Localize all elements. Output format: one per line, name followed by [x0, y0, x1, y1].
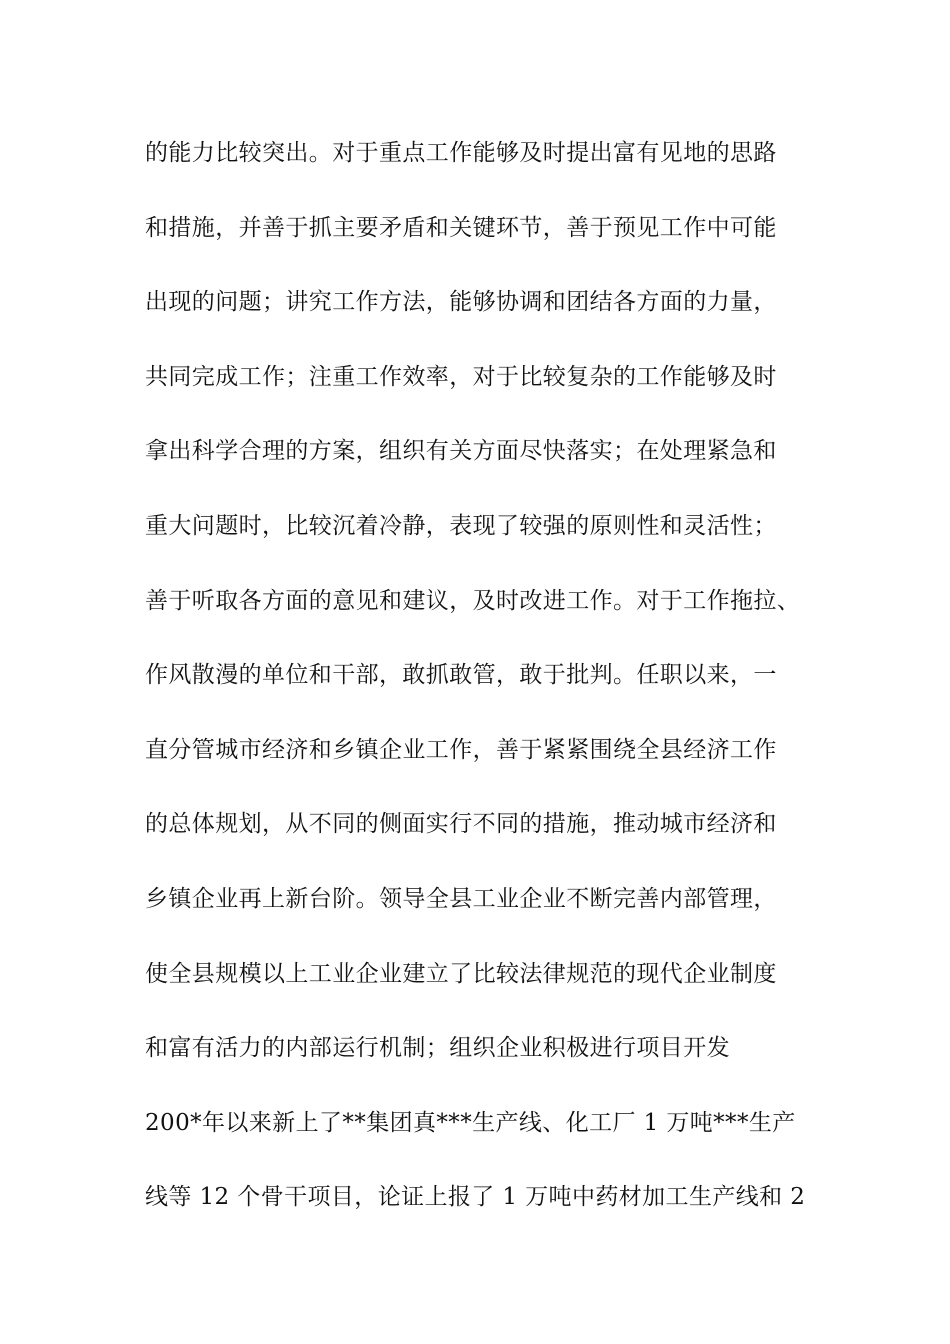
- text-line: 使全县规模以上工业企业建立了比较法律规范的现代企业制度: [145, 960, 777, 987]
- text-line: 共同完成工作；注重工作效率，对于比较复杂的工作能够及时: [145, 363, 777, 390]
- text-line: 作风散漫的单位和干部，敢抓敢管，敢于批判。任职以来，一: [145, 662, 777, 689]
- text-line: 和富有活力的内部运行机制；组织企业积极进行项目开发: [145, 1035, 730, 1062]
- body-text: [145, 131, 845, 1250]
- text-line: 线等 12 个骨干项目，论证上报了 1 万吨中药材加工生产线和 2: [145, 1184, 806, 1211]
- text-line: 的能力比较突出。对于重点工作能够及时提出富有见地的思路: [145, 140, 777, 166]
- text-line: 重大问题时，比较沉着冷静，表现了较强的原则性和灵活性；: [145, 512, 777, 539]
- text-line: 出现的问题；讲究工作方法，能够协调和团结各方面的力量，: [145, 289, 777, 316]
- text-line: 的总体规划，从不同的侧面实行不同的措施，推动城市经济和: [145, 811, 777, 838]
- text-line: 拿出科学合理的方案，组织有关方面尽快落实；在处理紧急和: [145, 438, 777, 465]
- text-line: 200*年以来新上了**集团真***生产线、化工厂 1 万吨***生产: [145, 1109, 796, 1136]
- text-line: 直分管城市经济和乡镇企业工作，善于紧紧围绕全县经济工作: [145, 736, 777, 763]
- text-line: 和措施，并善于抓主要矛盾和关键环节，善于预见工作中可能: [145, 214, 777, 241]
- text-line: 乡镇企业再上新台阶。领导全县工业企业不断完善内部管理，: [145, 885, 777, 912]
- text-line: 善于听取各方面的意见和建议，及时改进工作。对于工作拖拉、: [145, 587, 801, 614]
